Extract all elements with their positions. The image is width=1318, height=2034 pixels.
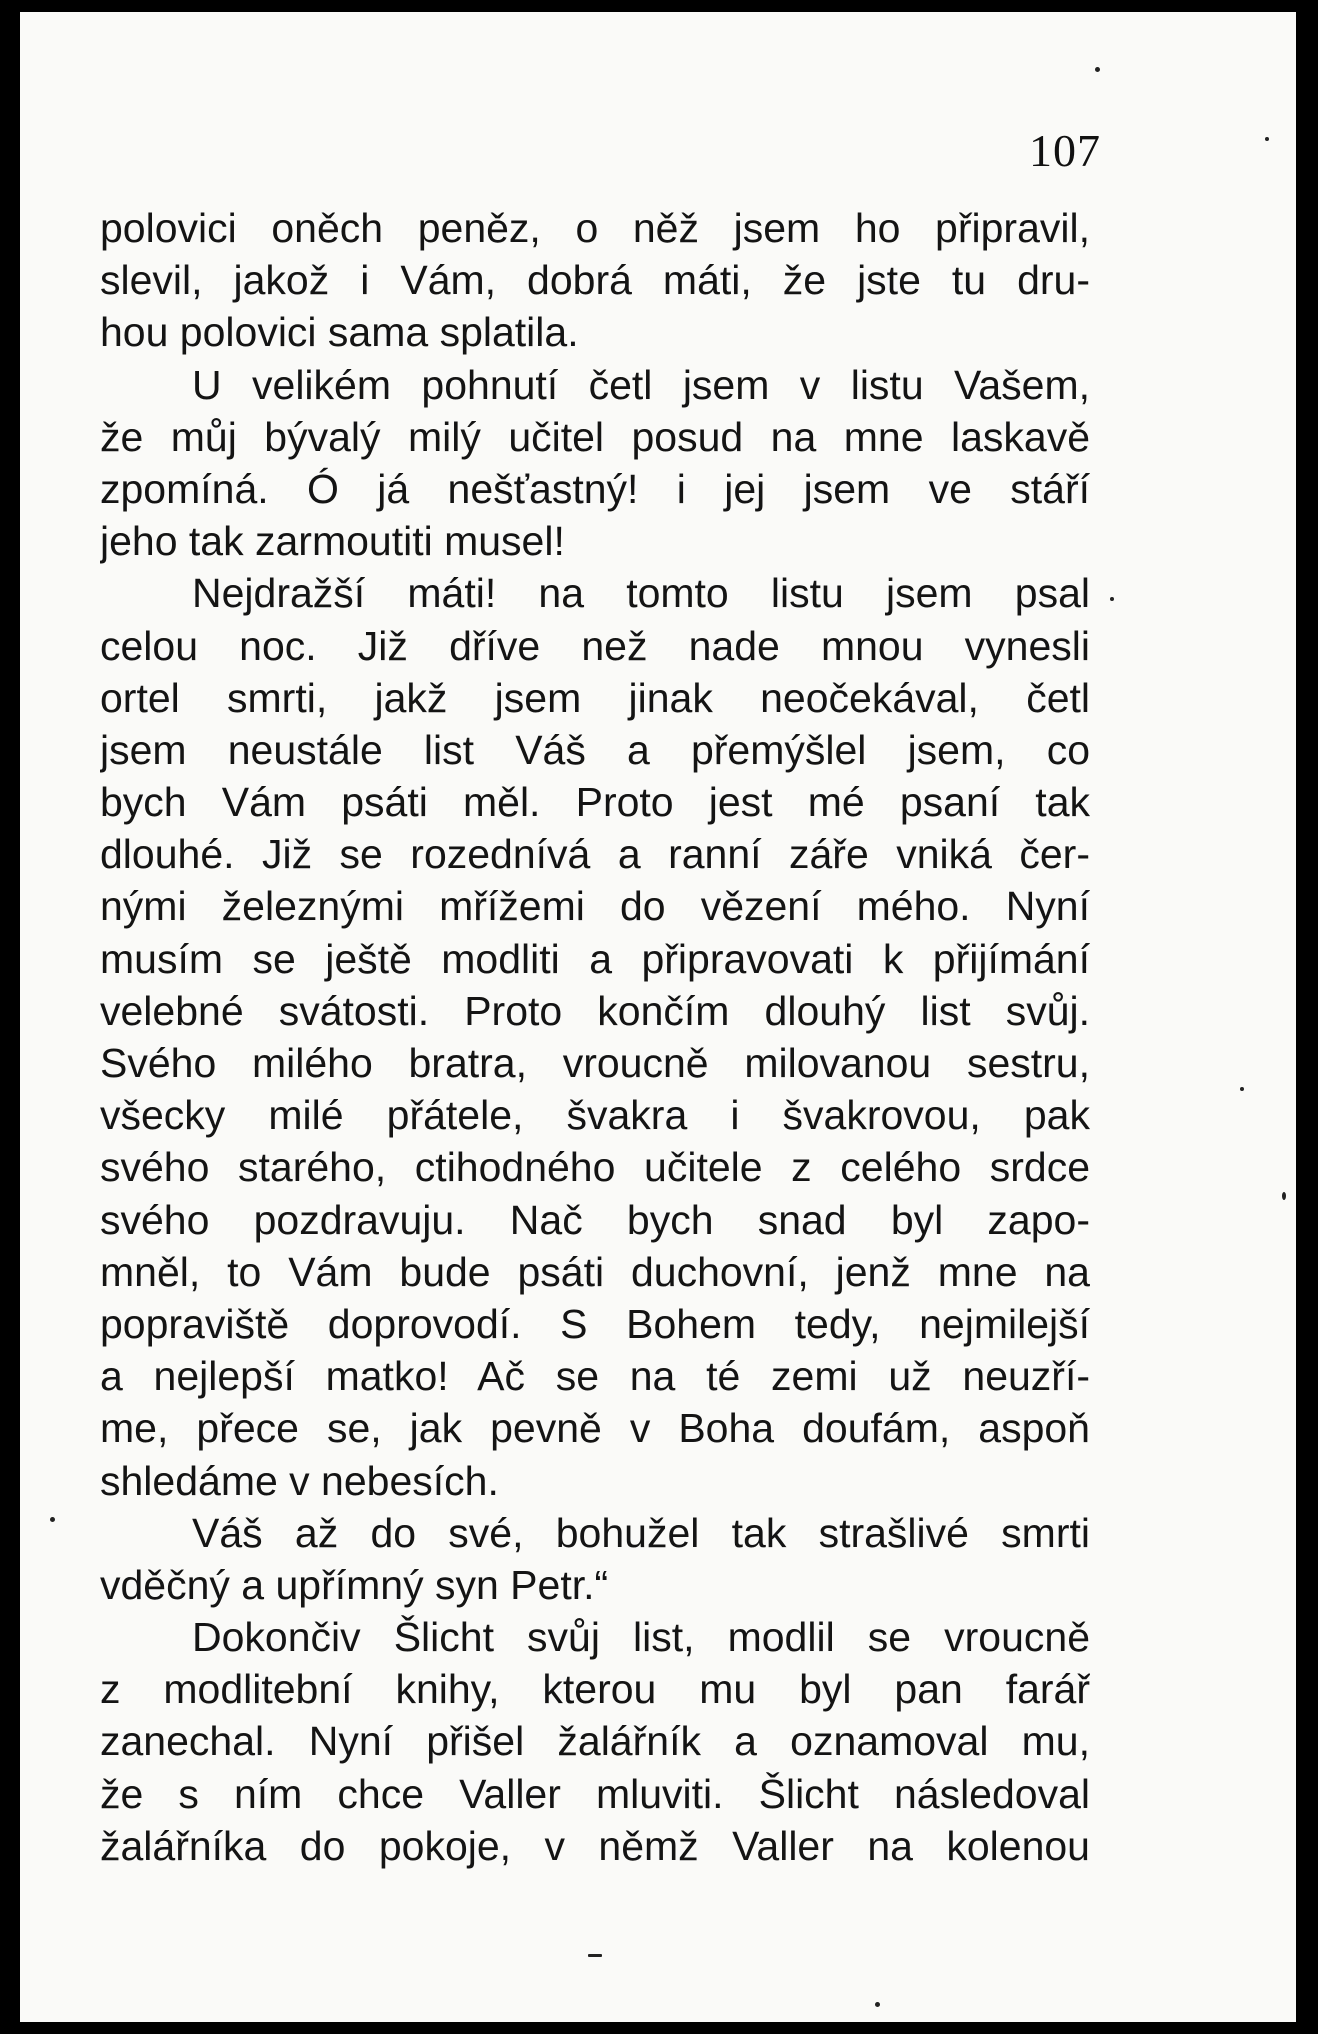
scan-speck xyxy=(1240,1087,1244,1091)
text-line: Nejdražší máti! na tomto listu jsem psal xyxy=(192,570,1090,617)
text-line: žalářníka do pokoje, v němž Valler na kolenou xyxy=(100,1822,1090,1869)
text-line: Dokončiv Šlicht svůj list, modlil se vroucně xyxy=(192,1614,1090,1661)
scan-speck xyxy=(588,1954,602,1957)
text-line: ortel smrti, jakž jsem jinak neočekával, četl xyxy=(100,674,1090,721)
scan-speck xyxy=(1265,137,1269,141)
page-text xyxy=(100,202,1090,1872)
text-line: jeho tak zarmoutiti musel! xyxy=(100,518,565,565)
scan-speck xyxy=(1282,1192,1286,1200)
page-number: 107 xyxy=(1029,125,1101,176)
text-line: slevil, jakož i Vám, dobrá máti, že jste tu dru- xyxy=(100,257,1090,304)
text-line: nými železnými mřížemi do vězení mého. Nyní xyxy=(100,883,1090,930)
text-line: dlouhé. Již se rozednívá a ranní záře vniká čer- xyxy=(100,831,1090,878)
text-line: z modlitební knihy, kterou mu byl pan farář xyxy=(100,1666,1090,1713)
text-line: bych Vám psáti měl. Proto jest mé psaní tak xyxy=(100,779,1090,826)
text-line: musím se ještě modliti a připravovati k přijímání xyxy=(100,935,1090,982)
book-page xyxy=(20,12,1296,2022)
text-line: a nejlepší matko! Ač se na té zemi už neuzří- xyxy=(100,1353,1090,1400)
text-line: polovici oněch peněz, o něž jsem ho připravil, xyxy=(100,205,1090,251)
text-line: že můj bývalý milý učitel posud na mne laskavě xyxy=(100,413,1090,460)
text-line: Váš až do své, bohužel tak strašlivé smrti xyxy=(192,1509,1090,1556)
text-line: zpomíná. Ó já nešťastný! i jej jsem ve stáří xyxy=(100,465,1090,512)
text-line: U velikém pohnutí četl jsem v listu Vašem, xyxy=(192,361,1090,408)
text-line: že s ním chce Valler mluviti. Šlicht následoval xyxy=(100,1770,1090,1817)
text-line: shledáme v nebesích. xyxy=(100,1457,499,1504)
text-line: svého starého, ctihodného učitele z celého srdce xyxy=(100,1144,1090,1191)
text-line: hou polovici sama splatila. xyxy=(100,309,579,356)
text-line: me, přece se, jak pevně v Boha doufám, aspoň xyxy=(100,1405,1090,1452)
text-line: jsem neustále list Váš a přemýšlel jsem, co xyxy=(100,726,1090,773)
scan-speck xyxy=(1110,597,1114,601)
text-line: celou noc. Již dříve než nade mnou vynesli xyxy=(100,622,1090,669)
scan-speck xyxy=(1095,67,1100,72)
text-line: zanechal. Nyní přišel žalářník a oznamoval mu, xyxy=(100,1718,1090,1765)
text-line: svého pozdravuju. Nač bych snad byl zapo- xyxy=(100,1196,1090,1243)
text-line: Svého milého bratra, vroucně milovanou sestru, xyxy=(100,1040,1090,1086)
text-line: popraviště doprovodí. S Bohem tedy, nejmilejší xyxy=(100,1300,1090,1347)
scan-speck xyxy=(50,1517,55,1522)
text-line: velebné svátosti. Proto končím dlouhý list svůj. xyxy=(100,987,1090,1034)
scan-speck xyxy=(875,2002,880,2007)
text-line: mněl, to Vám bude psáti duchovní, jenž mne na xyxy=(100,1248,1090,1295)
text-line: všecky milé přátele, švakra i švakrovou, pak xyxy=(100,1092,1090,1139)
text-line: vděčný a upřímný syn Petr.“ xyxy=(100,1561,609,1608)
